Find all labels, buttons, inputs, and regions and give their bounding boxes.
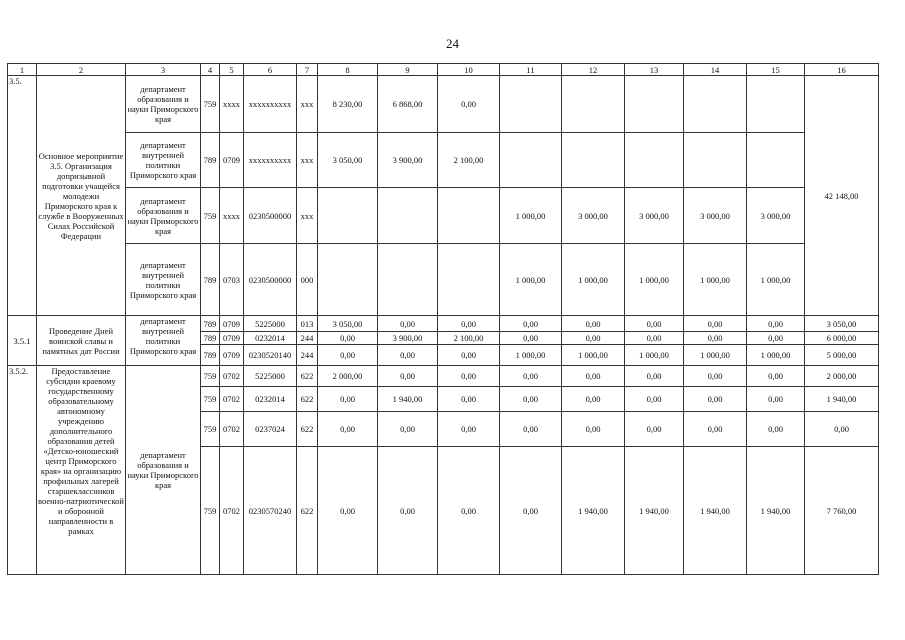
value-cell: 0,00: [562, 316, 625, 332]
value-cell: [625, 76, 684, 133]
executor-cell: департамент образования и науки Приморского края: [126, 188, 201, 244]
value-cell: [684, 76, 747, 133]
value-cell: 0,00: [500, 387, 562, 412]
rz-cell: xxxx: [220, 76, 244, 133]
value-cell: 0,00: [318, 332, 378, 345]
value-cell: [562, 76, 625, 133]
value-cell: [684, 133, 747, 188]
value-cell: 1 000,00: [684, 345, 747, 366]
value-cell: 1 940,00: [625, 447, 684, 575]
item-number: 3.5.2.: [8, 366, 37, 575]
value-cell: [747, 76, 805, 133]
rz-cell: 0702: [220, 447, 244, 575]
value-cell: 0,00: [684, 387, 747, 412]
vr-cell: 244: [297, 332, 318, 345]
header-cell: 2: [37, 64, 126, 76]
executor-cell: департамент образования и науки Приморского края: [126, 366, 201, 575]
header-cell: 13: [625, 64, 684, 76]
value-cell: 2 000,00: [318, 366, 378, 387]
rz-cell: 0702: [220, 366, 244, 387]
value-cell: 0,00: [378, 366, 438, 387]
total-cell: 42 148,00: [805, 76, 879, 316]
value-cell: 0,00: [378, 345, 438, 366]
value-cell: 0,00: [500, 366, 562, 387]
header-cell: 14: [684, 64, 747, 76]
executor-cell: департамент внутренней политики Приморского края: [126, 316, 201, 366]
value-cell: 1 940,00: [747, 447, 805, 575]
value-cell: 0,00: [438, 345, 500, 366]
value-cell: 0,00: [438, 387, 500, 412]
value-cell: 1 000,00: [562, 244, 625, 316]
value-cell: 0,00: [562, 332, 625, 345]
table-row: [8, 244, 879, 316]
header-cell: 9: [378, 64, 438, 76]
executor-cell: департамент внутренней политики Приморского края: [126, 244, 201, 316]
value-cell: 0,00: [378, 316, 438, 332]
rz-cell: xxxx: [220, 188, 244, 244]
table-row: [8, 316, 879, 332]
rz-cell: 0709: [220, 133, 244, 188]
value-cell: [318, 188, 378, 244]
value-cell: 3 000,00: [747, 188, 805, 244]
vr-cell: 013: [297, 316, 318, 332]
value-cell: 0,00: [378, 412, 438, 447]
grbs-cell: 759: [201, 76, 220, 133]
value-cell: 0,00: [625, 412, 684, 447]
cs-cell: 0230500000: [244, 188, 297, 244]
grbs-cell: 759: [201, 387, 220, 412]
value-cell: 2 100,00: [438, 133, 500, 188]
value-cell: 3 050,00: [318, 316, 378, 332]
value-cell: 0,00: [747, 412, 805, 447]
header-cell: 7: [297, 64, 318, 76]
value-cell: 0,00: [500, 412, 562, 447]
value-cell: 3 000,00: [562, 188, 625, 244]
value-cell: [562, 133, 625, 188]
value-cell: [747, 133, 805, 188]
executor-cell: департамент внутренней политики Приморского края: [126, 133, 201, 188]
rz-cell: 0709: [220, 345, 244, 366]
header-cell: 5: [220, 64, 244, 76]
grbs-cell: 759: [201, 188, 220, 244]
value-cell: 0,00: [625, 332, 684, 345]
value-cell: 0,00: [500, 447, 562, 575]
value-cell: [378, 188, 438, 244]
total-cell: 7 760,00: [805, 447, 879, 575]
grbs-cell: 759: [201, 447, 220, 575]
header-cell: 1: [8, 64, 37, 76]
rz-cell: 0709: [220, 332, 244, 345]
value-cell: 3 000,00: [625, 188, 684, 244]
value-cell: 0,00: [318, 412, 378, 447]
total-cell: 0,00: [805, 412, 879, 447]
table-row: [8, 133, 879, 188]
header-row: [8, 64, 879, 76]
budget-table: [7, 63, 879, 575]
cs-cell: 0230500000: [244, 244, 297, 316]
cs-cell: 0230570240: [244, 447, 297, 575]
value-cell: 8 230,00: [318, 76, 378, 133]
table-row: [8, 76, 879, 133]
vr-cell: xxx: [297, 76, 318, 133]
value-cell: 0,00: [438, 412, 500, 447]
vr-cell: 622: [297, 412, 318, 447]
value-cell: 0,00: [378, 447, 438, 575]
value-cell: 6 868,00: [378, 76, 438, 133]
value-cell: 0,00: [684, 316, 747, 332]
value-cell: [438, 188, 500, 244]
item-number: 3.5.: [8, 76, 37, 316]
value-cell: 0,00: [562, 387, 625, 412]
value-cell: 3 900,00: [378, 332, 438, 345]
header-cell: 15: [747, 64, 805, 76]
header-cell: 16: [805, 64, 879, 76]
value-cell: 1 000,00: [500, 345, 562, 366]
value-cell: [625, 133, 684, 188]
value-cell: [500, 133, 562, 188]
header-cell: 10: [438, 64, 500, 76]
value-cell: 3 000,00: [684, 188, 747, 244]
value-cell: 0,00: [747, 387, 805, 412]
total-cell: 2 000,00: [805, 366, 879, 387]
cs-cell: xxxxxxxxxx: [244, 76, 297, 133]
vr-cell: xxx: [297, 188, 318, 244]
value-cell: 0,00: [625, 316, 684, 332]
header-cell: 3: [126, 64, 201, 76]
vr-cell: 622: [297, 447, 318, 575]
total-cell: 5 000,00: [805, 345, 879, 366]
total-cell: 1 940,00: [805, 387, 879, 412]
cs-cell: 0232014: [244, 387, 297, 412]
grbs-cell: 759: [201, 412, 220, 447]
item-name: Основное мероприятие 3.5. Организация допризывной подготовки учащейся молодежи Приморского края к службе в Вооруженных Силах Российской Федерации: [37, 76, 126, 316]
total-cell: 6 000,00: [805, 332, 879, 345]
value-cell: 1 940,00: [562, 447, 625, 575]
value-cell: 0,00: [500, 332, 562, 345]
vr-cell: 244: [297, 345, 318, 366]
value-cell: 0,00: [438, 447, 500, 575]
rz-cell: 0703: [220, 244, 244, 316]
header-cell: 11: [500, 64, 562, 76]
value-cell: 0,00: [625, 387, 684, 412]
rz-cell: 0702: [220, 387, 244, 412]
value-cell: 0,00: [438, 316, 500, 332]
value-cell: 0,00: [684, 412, 747, 447]
cs-cell: 5225000: [244, 366, 297, 387]
cs-cell: 0232014: [244, 332, 297, 345]
value-cell: 1 000,00: [625, 345, 684, 366]
item-name: Проведение Дней воинской славы и памятных дат России: [37, 316, 126, 366]
value-cell: 2 100,00: [438, 332, 500, 345]
value-cell: 0,00: [747, 366, 805, 387]
grbs-cell: 789: [201, 345, 220, 366]
value-cell: [500, 76, 562, 133]
vr-cell: 000: [297, 244, 318, 316]
header-cell: 6: [244, 64, 297, 76]
vr-cell: xxx: [297, 133, 318, 188]
value-cell: 1 000,00: [747, 244, 805, 316]
value-cell: 0,00: [625, 366, 684, 387]
item-name: Предоставление субсидии краевому государственному образовательному автономному учреждению дополнительного образования детей «Детско-юношеский центр Приморского края» на организацию профильных лагерей старшеклассников военно-патриотической и оборонной направленности в рамках: [37, 366, 126, 575]
grbs-cell: 789: [201, 316, 220, 332]
grbs-cell: 789: [201, 244, 220, 316]
value-cell: [438, 244, 500, 316]
value-cell: 1 000,00: [684, 244, 747, 316]
value-cell: 1 940,00: [684, 447, 747, 575]
grbs-cell: 789: [201, 133, 220, 188]
grbs-cell: 759: [201, 366, 220, 387]
value-cell: 3 900,00: [378, 133, 438, 188]
value-cell: [318, 244, 378, 316]
value-cell: 0,00: [562, 366, 625, 387]
value-cell: 0,00: [438, 366, 500, 387]
executor-cell: департамент образования и науки Приморского края: [126, 76, 201, 133]
value-cell: 1 000,00: [500, 244, 562, 316]
page-number: 24: [446, 36, 459, 51]
value-cell: 0,00: [318, 345, 378, 366]
vr-cell: 622: [297, 387, 318, 412]
value-cell: 0,00: [562, 412, 625, 447]
header-cell: 8: [318, 64, 378, 76]
value-cell: 1 000,00: [500, 188, 562, 244]
grbs-cell: 789: [201, 332, 220, 345]
rz-cell: 0709: [220, 316, 244, 332]
value-cell: 0,00: [684, 332, 747, 345]
table-row: [8, 366, 879, 387]
cs-cell: 0230520140: [244, 345, 297, 366]
value-cell: 1 000,00: [562, 345, 625, 366]
value-cell: 0,00: [318, 447, 378, 575]
total-cell: 3 050,00: [805, 316, 879, 332]
value-cell: 1 000,00: [747, 345, 805, 366]
value-cell: 3 050,00: [318, 133, 378, 188]
value-cell: 0,00: [438, 76, 500, 133]
table-row: [8, 188, 879, 244]
item-number: 3.5.1: [8, 316, 37, 366]
cs-cell: xxxxxxxxxx: [244, 133, 297, 188]
value-cell: 0,00: [684, 366, 747, 387]
value-cell: 0,00: [747, 316, 805, 332]
value-cell: [378, 244, 438, 316]
rz-cell: 0702: [220, 412, 244, 447]
value-cell: 0,00: [500, 316, 562, 332]
value-cell: 1 940,00: [378, 387, 438, 412]
vr-cell: 622: [297, 366, 318, 387]
cs-cell: 0237024: [244, 412, 297, 447]
value-cell: 0,00: [318, 387, 378, 412]
header-cell: 4: [201, 64, 220, 76]
value-cell: 1 000,00: [625, 244, 684, 316]
cs-cell: 5225000: [244, 316, 297, 332]
value-cell: 0,00: [747, 332, 805, 345]
header-cell: 12: [562, 64, 625, 76]
